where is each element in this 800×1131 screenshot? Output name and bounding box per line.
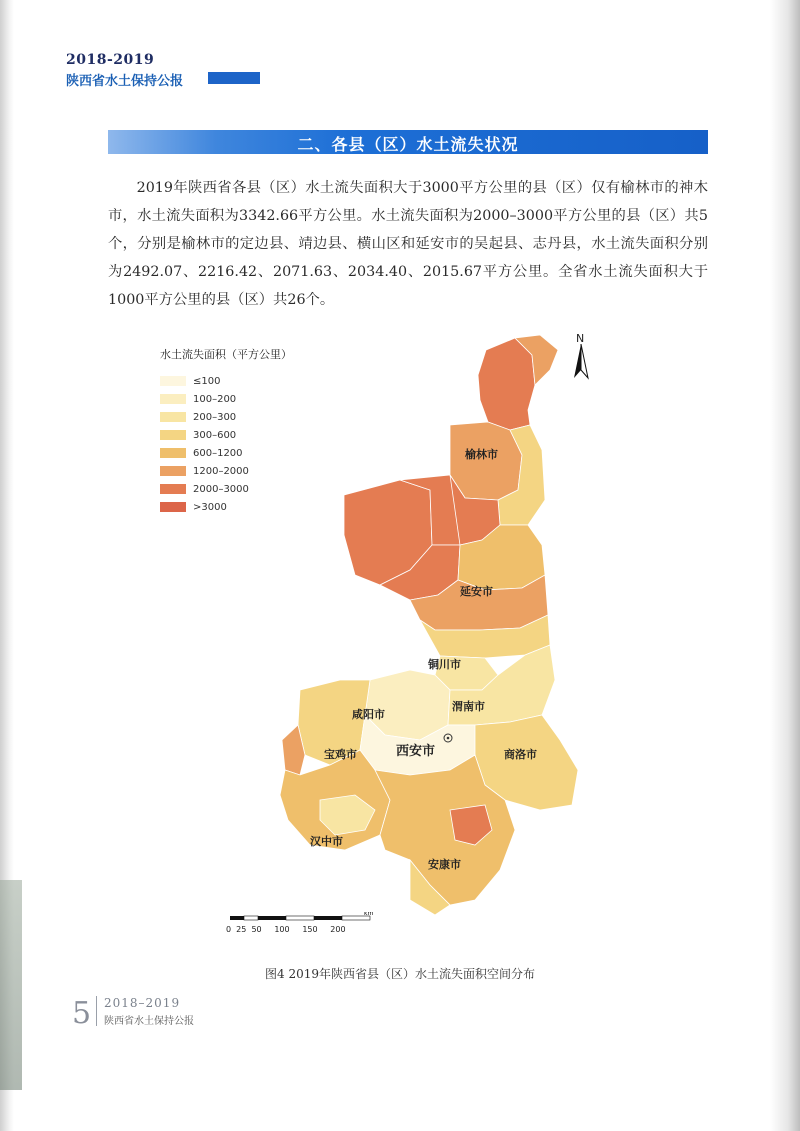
section-banner (108, 130, 708, 154)
legend-label: >3000 (193, 501, 227, 513)
legend-swatch (160, 484, 186, 494)
page-number: 5 (72, 996, 92, 1031)
city-label-ankang: 安康市 (428, 858, 461, 871)
legend-label: 200–300 (193, 411, 237, 423)
legend-label: 300–600 (193, 429, 237, 441)
scale-seg (286, 916, 314, 920)
header-title: 陕西省水土保持公报 (66, 74, 184, 89)
city-label-tongchuan: 铜川市 (428, 658, 461, 671)
legend-swatch (160, 430, 186, 440)
scan-margin-strip (0, 880, 22, 1090)
header-year: 2018-2019 (66, 52, 155, 68)
north-label: N (576, 332, 585, 345)
figure-caption: 图4 2019年陕西省县（区）水土流失面积空间分布 (265, 967, 535, 981)
legend-swatch (160, 466, 186, 476)
legend-swatch (160, 412, 186, 422)
footer-year: 2018–2019 (104, 996, 181, 1010)
legend-swatch (160, 394, 186, 404)
legend-label: 1200–2000 (193, 465, 249, 477)
legend-label: 100–200 (193, 393, 237, 405)
city-label-xianyang: 咸阳市 (352, 708, 385, 721)
body-paragraph: 2019年陕西省各县（区）水土流失面积大于3000平方公里的县（区）仅有榆林市的神木市，水土流失面积为3342.66平方公里。水土流失面积为2000–3000平方公里的县（区）共5个，分别是榆林市的定边县、靖边县、横山区和延安市的吴起县、志丹县，水土流失面积分别为2492.07、2216.42、2071.63、2034.40、2015.67平方公里。全省水土流失面积大于1000平方公里的县（区）共26个。 (108, 180, 708, 308)
capital-marker-dot (447, 737, 450, 740)
page-edge-right (770, 0, 800, 1131)
city-label-weinan: 渭南市 (452, 700, 485, 713)
scale-seg (230, 916, 244, 920)
legend-label: 600–1200 (193, 447, 243, 459)
city-label-baoji: 宝鸡市 (324, 748, 357, 761)
scale-tick-labels: 0 25 50 100 150 200 (226, 925, 346, 934)
header-accent-bar (208, 72, 260, 84)
scale-unit: km (364, 912, 374, 917)
city-label-xian: 西安市 (396, 744, 436, 759)
shaanxi-map (260, 330, 600, 930)
scale-seg (314, 916, 342, 920)
city-label-shangluo: 商洛市 (504, 748, 537, 761)
region-shenmu (478, 338, 535, 430)
footer-divider (96, 996, 97, 1026)
scale-seg (244, 916, 258, 920)
section-title: 二、各县（区）水土流失状况 (297, 135, 519, 154)
legend-swatch (160, 376, 186, 386)
legend-label: ≤100 (193, 375, 221, 387)
legend-swatch (160, 448, 186, 458)
city-label-hanzhong: 汉中市 (310, 835, 343, 848)
city-label-yulin: 榆林市 (465, 448, 498, 461)
legend-label: 2000–3000 (193, 483, 249, 495)
legend-title: 水土流失面积（平方公里） (160, 348, 292, 361)
scale-seg (258, 916, 286, 920)
footer-title: 陕西省水土保持公报 (104, 1016, 194, 1027)
region-yulin-central (450, 422, 522, 500)
city-label-yanan: 延安市 (460, 585, 493, 598)
legend-swatch (160, 502, 186, 512)
